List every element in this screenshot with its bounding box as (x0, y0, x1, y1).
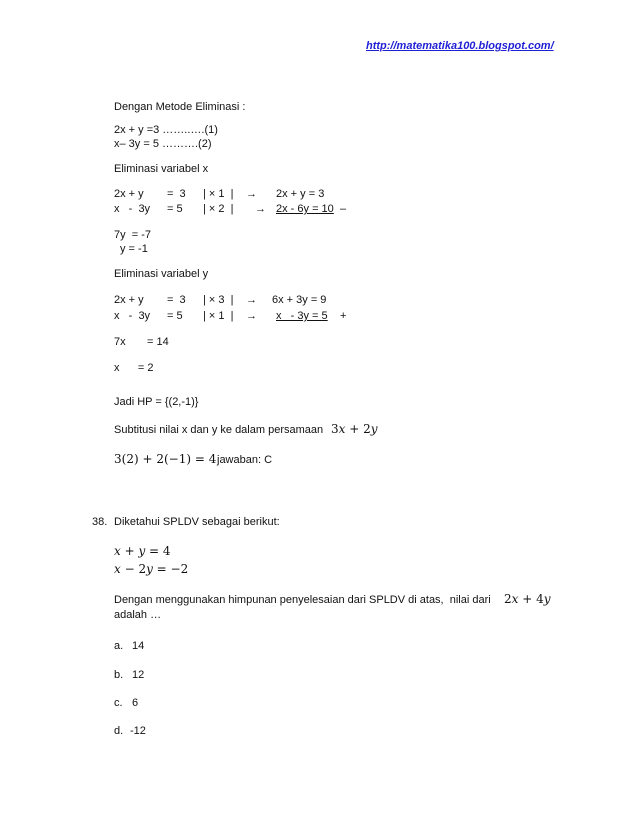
row-result: 6x + 3y = 9 (272, 294, 327, 306)
system-equation-2: 𝑥 − 2𝑦 = −2 (114, 562, 189, 576)
equation-1: 2x + y =3 ……..….(1) (114, 124, 218, 136)
row-eq: = 3 (167, 294, 186, 306)
equation-2: x– 3y = 5 ……….(2) (114, 138, 212, 150)
elim-x-title: Eliminasi variabel x (114, 163, 209, 175)
row-result: 2x + y = 3 (276, 188, 325, 200)
row-operator: – (340, 203, 347, 215)
row-eq: = 3 (167, 188, 186, 200)
question-text: Diketahui SPLDV sebagai berikut: (114, 516, 280, 528)
question-prompt-expression: 2𝑥 + 4𝑦 (504, 592, 551, 606)
elim-y-result-1: 7x = 14 (114, 336, 169, 348)
row-left: 2x + y (114, 294, 144, 306)
option-letter: a. (114, 640, 124, 652)
row-left: x - 3y (114, 203, 151, 215)
row-eq: = 5 (167, 203, 183, 215)
option-letter: c. (114, 697, 123, 709)
option-value: 6 (132, 697, 139, 709)
elim-x-result-1: 7y = -7 (114, 229, 151, 241)
substitution-expression: 3𝑥 + 2𝑦 (331, 422, 378, 436)
substitution-text: Subtitusi nilai x dan y ke dalam persamaan (114, 424, 324, 436)
row-mult: | × 3 | (203, 294, 234, 306)
row-mult: | × 1 | (203, 188, 234, 200)
blog-url-link[interactable]: http://matematika100.blogspot.com/ (366, 40, 554, 52)
option-value: 12 (132, 669, 145, 681)
row-left: 2x + y (114, 188, 144, 200)
option-letter: b. (114, 669, 124, 681)
elim-y-title: Eliminasi variabel y (114, 268, 209, 280)
solution-set: Jadi HP = {(2,-1)} (114, 396, 199, 408)
arrow-right-icon: → (246, 294, 257, 306)
arrow-right-icon: → (246, 188, 257, 200)
row-result: 2x - 6y = 10 (276, 203, 334, 215)
method-title: Dengan Metode Eliminasi : (114, 101, 246, 113)
question-prompt-end: adalah … (114, 609, 162, 621)
calculation-expression: 3(2) + 2(−1) = 4 (114, 452, 217, 466)
option-value: -12 (130, 725, 146, 737)
answer-text: jawaban: C (217, 454, 273, 466)
question-prompt: Dengan menggunakan himpunan penyelesaian dari SPLDV di atas, nilai dari (114, 594, 491, 606)
arrow-right-icon: → (246, 310, 257, 322)
elim-y-result-2: x = 2 (114, 362, 154, 374)
row-mult: | × 1 | (203, 310, 234, 322)
elim-x-result-2: y = -1 (120, 243, 148, 255)
option-letter: d. (114, 725, 124, 737)
row-operator: + (340, 310, 347, 322)
row-mult: | × 2 | (203, 203, 234, 215)
row-left: x - 3y (114, 310, 151, 322)
row-eq: = 5 (167, 310, 183, 322)
row-result: x - 3y = 5 (276, 310, 328, 322)
system-equation-1: 𝑥 + 𝑦 = 4 (114, 544, 171, 558)
option-value: 14 (132, 640, 145, 652)
arrow-right-icon: → (255, 203, 266, 215)
question-number: 38. (92, 516, 108, 528)
